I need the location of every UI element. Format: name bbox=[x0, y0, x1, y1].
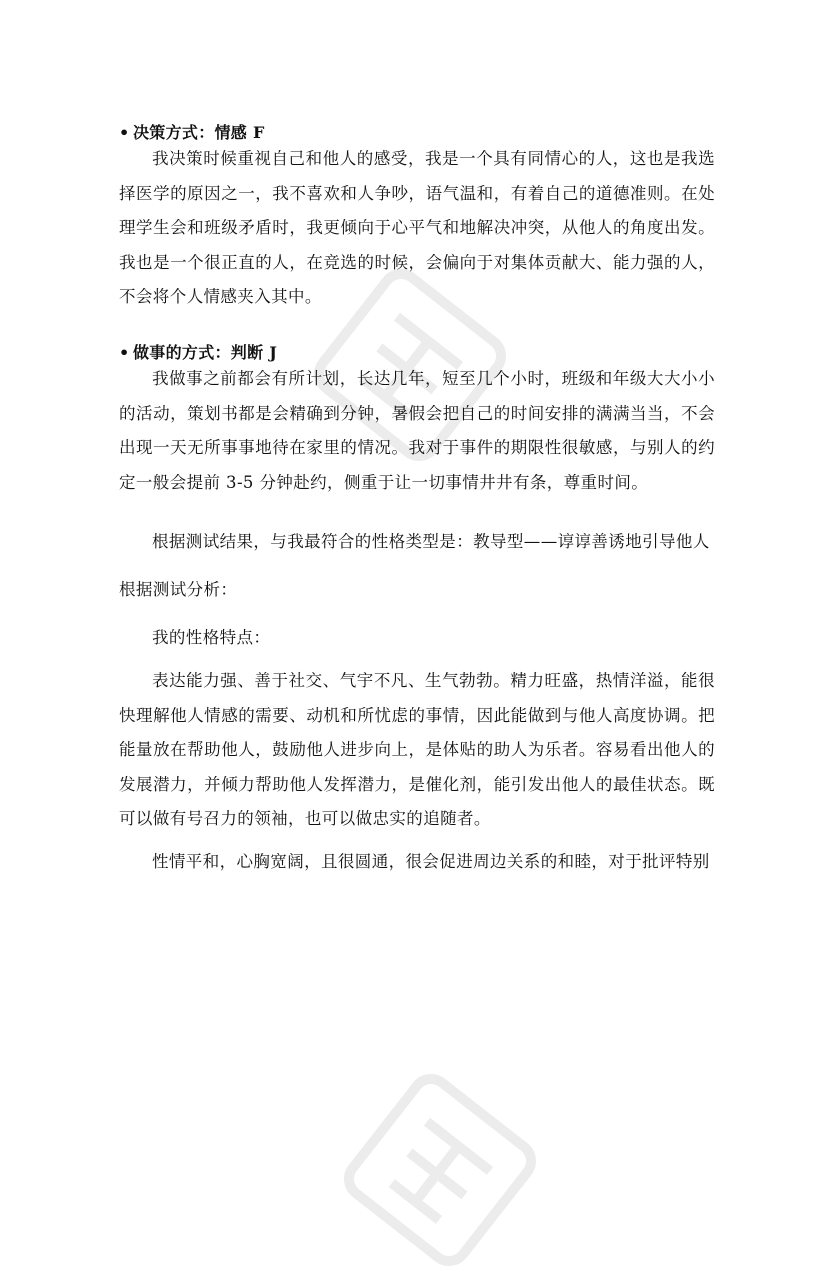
section-paragraph: 我决策时候重视自己和他人的感受，我是一个具有同情心的人，这也是我选择医学的原因之一，我不喜欢和人争吵，语气温和，有着自己的道德准则。在处理学生会和班级矛盾时，我更倾向于心平气和地解决冲突，从他人的角度出发。我也是一个很正直的人，在竞选的时候，会偏向于对集体贡献大、能力强的人， 不会将个人情感夹入其中。 bbox=[119, 149, 715, 306]
result-line: 根据测试结果，与我最符合的性格类型是：教导型——谆谆善诱地引导他人 bbox=[152, 532, 710, 551]
heading-text: 做事的方式：判断 J bbox=[133, 343, 278, 362]
analysis-label: 根据测试分析： bbox=[119, 580, 238, 599]
section-heading bbox=[119, 340, 277, 363]
heading-text: 决策方式：情感 F bbox=[133, 123, 265, 142]
traits-label: 我的性格特点： bbox=[152, 628, 271, 647]
traits-paragraph: 表达能力强、善于社交、气宇不凡、生气勃勃。精力旺盛，热情洋溢，能很快理解他人情感的需要、动机和所忧虑的事情，因此能做到与他人高度协调。把能量放在帮助他人，鼓励他人进步向上，是体贴的助人为乐者。容易看出他人的发展潜力，并倾力帮助他人发挥潜力，是催化剂，能引发出他人的最佳状态。既可以做有号召力的领袖，也可以做忠实的追随者。 bbox=[119, 671, 715, 828]
section-heading bbox=[119, 120, 265, 143]
bullet: • bbox=[119, 123, 130, 142]
section-paragraph: 我做事之前都会有所计划，长达几年，短至几个小时，班级和年级大大小小的活动，策划书都是会精确到分钟，暑假会把自己的时间安排的满满当当，不会出现一天无所事事地待在家里的情况。我对于事件的期限性很敏感，与别人的约定一般会提前 3-5 分钟赴约，侧重于让一切事情井井有条，尊重时间。 bbox=[119, 369, 715, 492]
closing-line: 性情平和，心胸宽阔，且很圆通，很会促进周边关系的和睦，对于批评特别 bbox=[152, 852, 710, 871]
watermark-logo-icon bbox=[328, 1058, 553, 1282]
bullet: • bbox=[119, 343, 130, 362]
